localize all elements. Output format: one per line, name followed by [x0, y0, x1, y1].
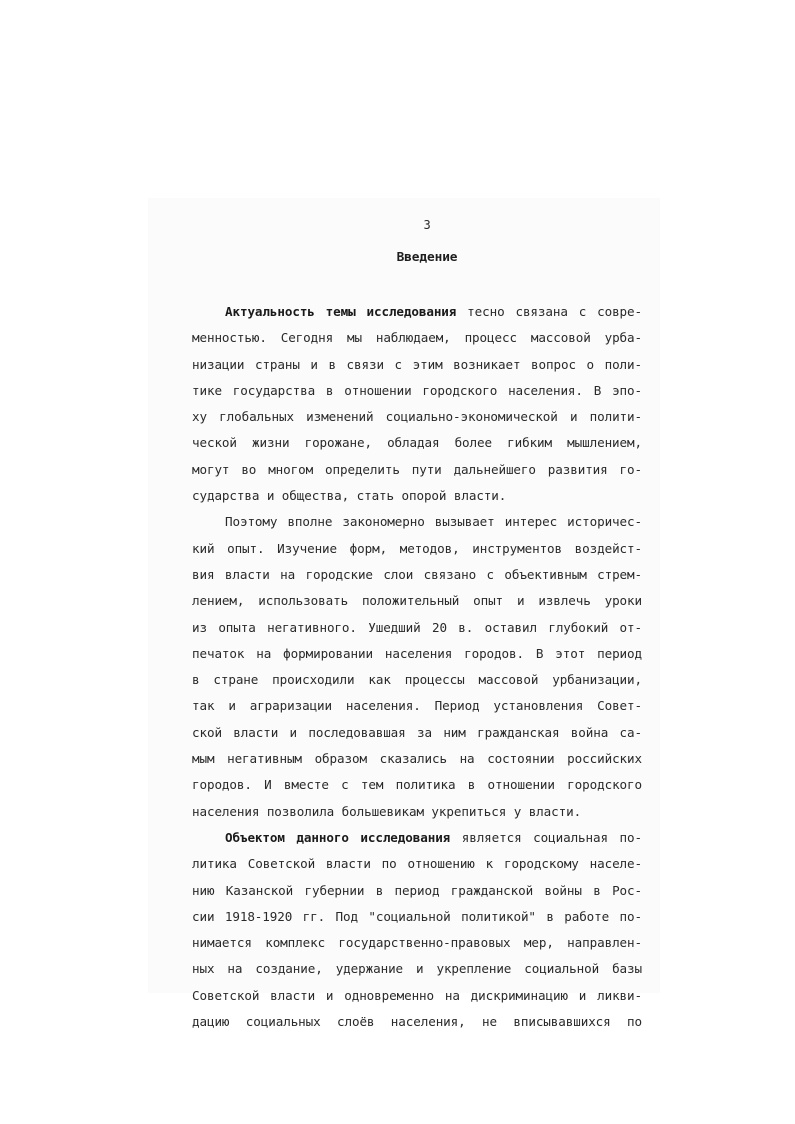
paragraph-line: ской власти и последовавшая за ним гражданская война са-	[192, 724, 642, 740]
paragraph-line: нимается комплекс государственно-правовых мер, направлен-	[192, 935, 642, 951]
paragraph-lead: Актуальность темы исследования	[225, 304, 457, 319]
paragraph-line: дацию социальных слоёв населения, не вписывавшихся по	[192, 1014, 642, 1030]
page-number: 3	[423, 218, 431, 232]
paragraph-line: вия власти на городские слои связано с объективным стрем-	[192, 566, 642, 582]
paragraph-line: могут во многом определить пути дальнейшего развития го-	[192, 461, 642, 477]
paragraph-line: ческой жизни горожане, обладая более гибким мышлением,	[192, 435, 642, 451]
paragraph-line: нию Казанской губернии в период гражданской войны в Рос-	[192, 882, 642, 898]
paragraph-line: сии 1918-1920 гг. Под "социальной политикой" в работе по-	[192, 908, 642, 924]
paragraph-line: низации страны и в связи с этим возникает вопрос о поли-	[192, 356, 642, 372]
paragraph-line: Поэтому вполне закономерно вызывает интерес историчес-	[225, 514, 642, 530]
document-body	[192, 212, 642, 1035]
paragraph-line: ху глобальных изменений социально-экономической и полити-	[192, 409, 642, 425]
paragraph-line: из опыта негативного. Ушедший 20 в. оставил глубокий от-	[192, 619, 642, 635]
paragraph-line: городов. И вместе с тем политика в отношении городского	[192, 777, 642, 793]
paragraph-line: мым негативным образом сказались на состоянии российских	[192, 751, 642, 767]
paragraph-line: тике государства в отношении городского населения. В эпо-	[192, 382, 642, 398]
paragraph-line: менностью. Сегодня мы наблюдаем, процесс массовой урба-	[192, 330, 642, 346]
paragraph-line: в стране происходили как процессы массовой урбанизации,	[192, 672, 642, 688]
paragraph-line: ных на создание, удержание и укрепление социальной базы	[192, 961, 642, 977]
paragraph-line: печаток на формировании населения городов. В этот период	[192, 645, 642, 661]
paragraph-research-object	[192, 825, 642, 1035]
page-heading: Введение	[396, 250, 458, 265]
paragraph-line: Актуальность темы исследования тесно связана с совре-	[225, 304, 642, 319]
paragraph-historical-experience	[192, 509, 642, 825]
paragraph-line: кий опыт. Изучение форм, методов, инструментов воздейст-	[192, 540, 642, 556]
paragraph-line: Объектом данного исследования является социальная по-	[225, 829, 642, 845]
paragraph-line: лением, использовать положительный опыт и извлечь уроки	[192, 593, 642, 609]
paragraph-lead: Объектом данного исследования	[225, 829, 451, 845]
paragraph-line: так и аграризации населения. Период установления Совет-	[192, 698, 642, 714]
paragraph-line: литика Советской власти по отношению к городскому населе-	[192, 856, 642, 872]
paragraph-relevance	[192, 299, 642, 509]
paragraph-line: сударства и общества, стать опорой власти.	[192, 488, 507, 504]
paragraph-line: населения позволила большевикам укрепиться у власти.	[192, 803, 582, 819]
paragraph-line: Советской власти и одновременно на дискриминацию и ликви-	[192, 987, 642, 1003]
